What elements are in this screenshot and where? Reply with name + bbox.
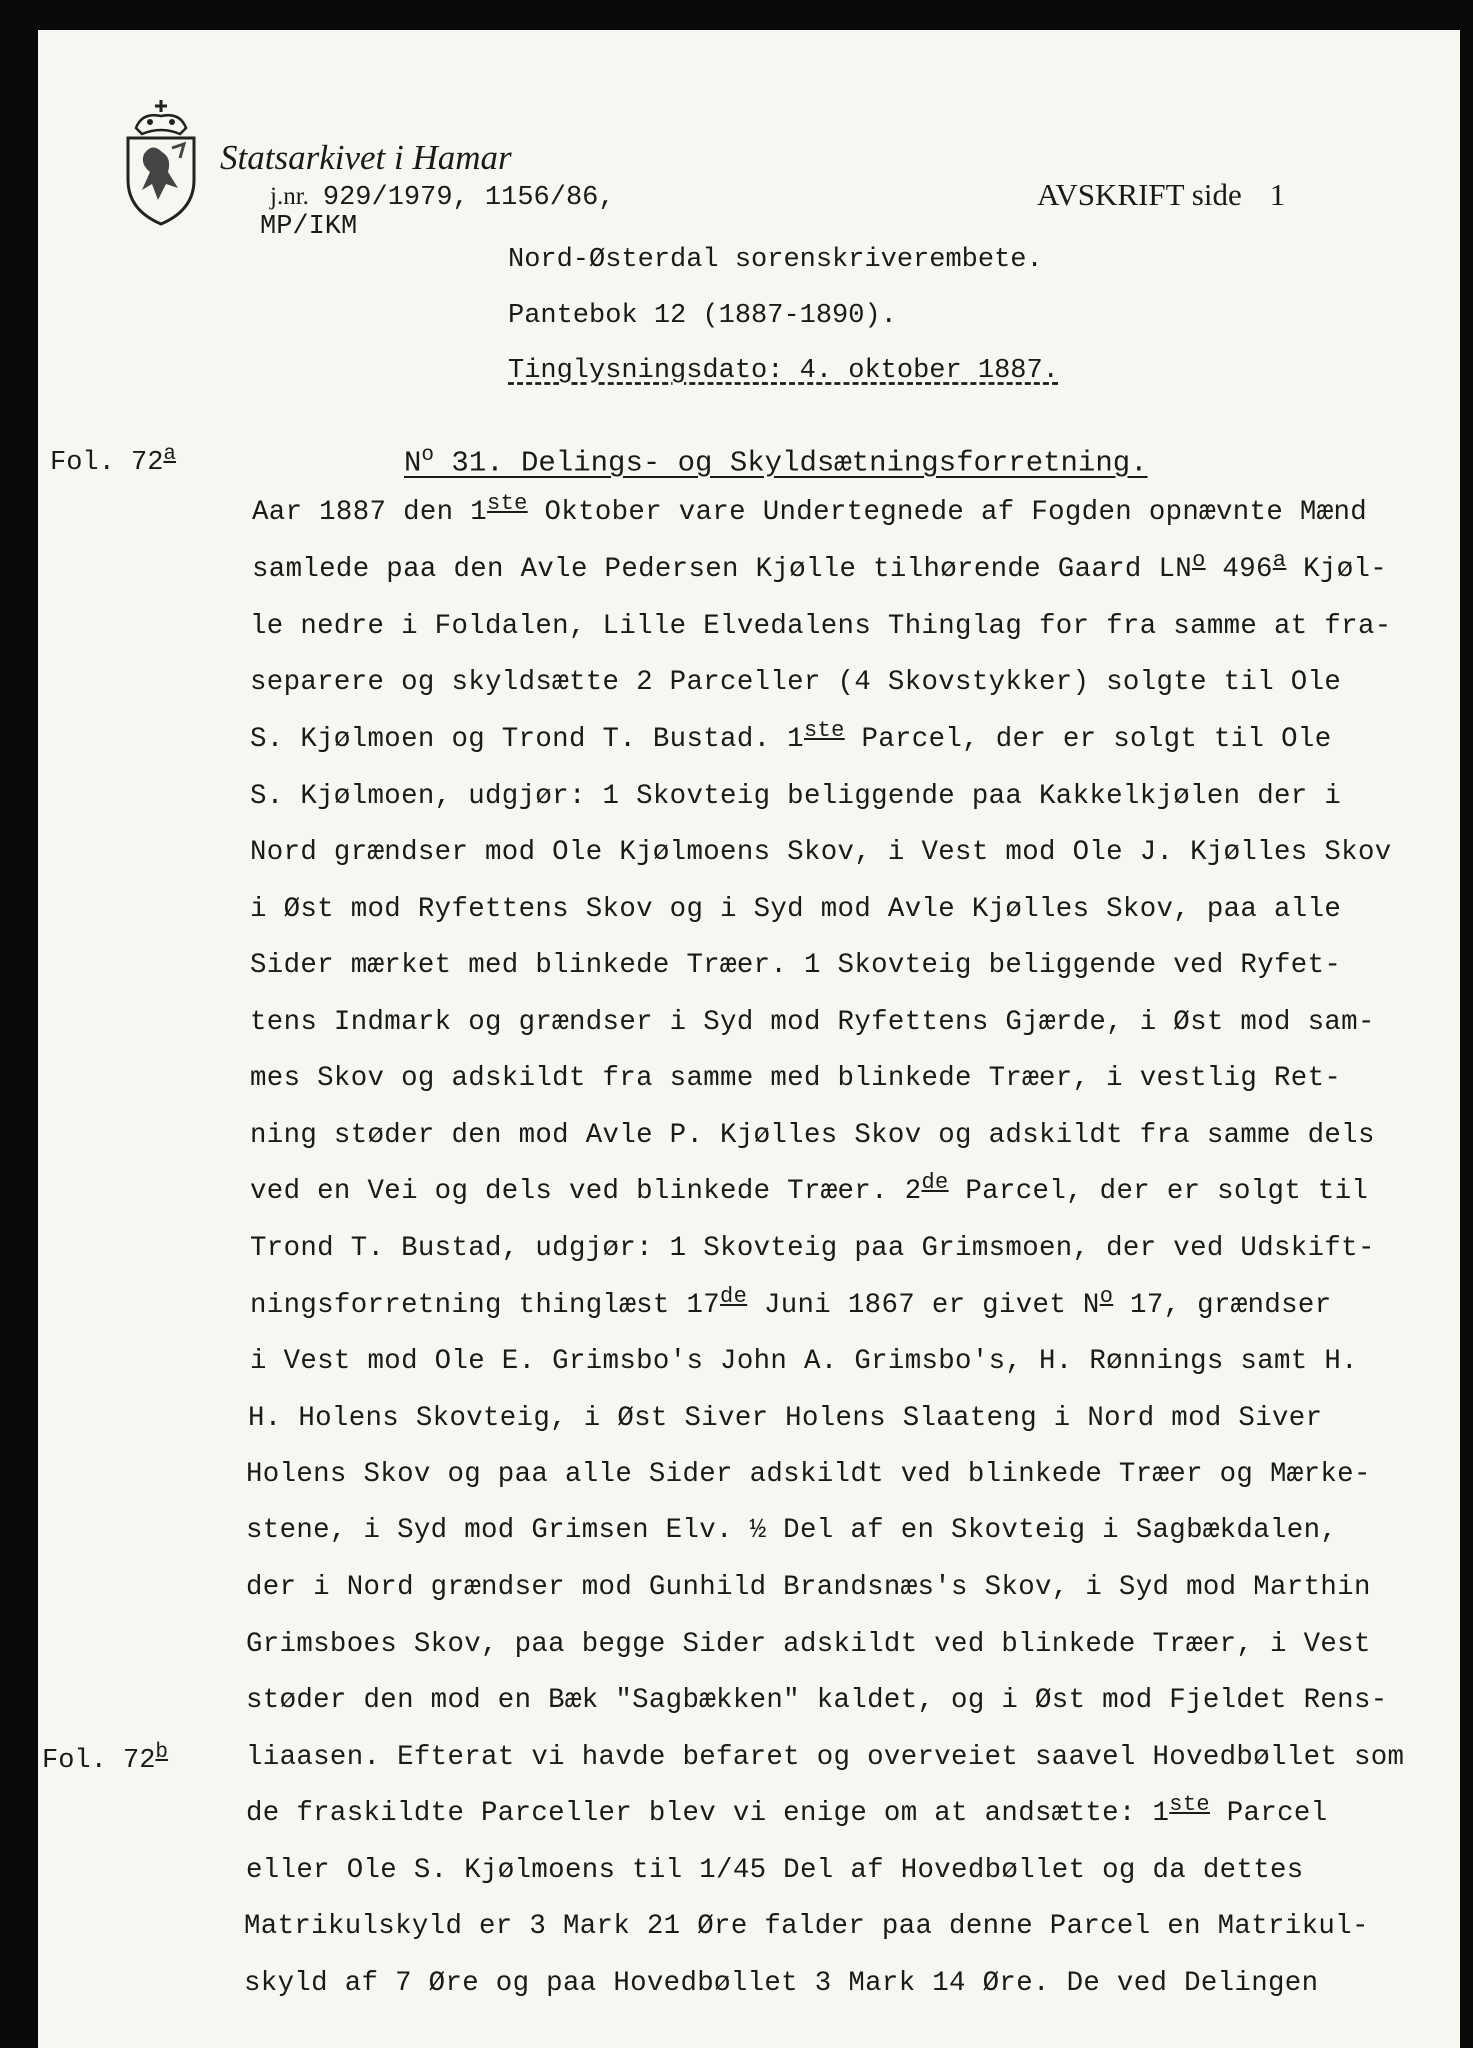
line-text: ved en Vei og dels ved blinkede Træer. 2 [250,1176,922,1207]
line-text: Matrikulskyld er 3 Mark 21 Øre falder paa denne Parcel en Matrikul- [244,1911,1369,1942]
line-text: i Vest mod Ole E. Grimsbo's John A. Grimsbo's, H. Rønnings samt H. [250,1346,1358,1377]
body-line [246,1855,1304,1886]
line-text: Holens Skov og paa alle Sider adskildt ved blinkede Træer og Mærke- [246,1459,1371,1490]
superscript: ste [487,490,528,516]
line-text: le nedre i Foldalen, Lille Elvedalens Thinglag for fra samme at fra- [250,611,1392,642]
signature: MP/IKM [260,212,358,242]
journal-numbers [270,183,615,213]
body-line [250,717,1332,755]
line-text: Aar 1887 den 1 [252,497,488,528]
line-text: Juni 1867 er givet N [747,1290,1100,1321]
body-line [244,1968,1318,1999]
line-text: Parcel, der er solgt til [948,1176,1369,1207]
body-line [252,547,1388,585]
line-text: i Øst mod Ryfettens Skov og i Syd mod Avle Kjølles Skov, paa alle [250,894,1342,925]
body-line [250,894,1341,925]
superscript: de [921,1169,949,1195]
superscript: a [1272,547,1287,573]
line-text: S. Kjølmoen, udgjør: 1 Skovteig beliggende paa Kakkelkjølen der i [250,781,1342,812]
body-line [244,1911,1369,1942]
body-line [250,781,1341,812]
body-line [246,1572,1371,1603]
line-text: Trond T. Bustad, udgjør: 1 Skovteig paa Grimsmoen, der ved Udskift- [250,1233,1375,1264]
page-number: 1 [1269,177,1286,212]
body-line [250,1169,1369,1207]
folio-a: Fol. 72$^a$ [50,443,177,478]
body-line [250,837,1392,868]
entry-title: $N^o$ 31. Delings- og Skyldsætningsforretning. [404,444,1148,480]
line-text: Kjøl- [1286,554,1388,585]
line-text: de fraskildte Parceller blev vi enige om at andsætte: 1 [246,1798,1170,1829]
body-line [250,1233,1375,1264]
superscript: o [1192,547,1206,573]
line-text: støder den mod en Bæk "Sagbækken" kaldet, og i Øst mod Fjeldet Rens- [246,1685,1388,1716]
superscript: de [720,1283,748,1309]
line-text: separere og skyldsætte 2 Parceller (4 Skovstykker) solgte til Ole [250,667,1342,698]
line-text: Nord grændser mod Ole Kjølmoens Skov, i Vest mod Ole J. Kjølles Skov [250,837,1392,868]
line-text: Sider mærket med blinkede Træer. 1 Skovteig beliggende ved Ryfet- [250,950,1342,981]
body-line [250,1063,1341,1094]
line-text: 17, grændser [1113,1290,1332,1321]
superscript: ste [1169,1791,1210,1817]
line-text: tens Indmark og grændser i Syd mod Ryfettens Gjærde, i Øst mod sam- [250,1007,1375,1038]
line-text: ning støder den mod Avle P. Kjølles Skov og adskildt fra samme dels [250,1120,1375,1151]
body-line [250,1346,1358,1377]
line-text: ningsforretning thinglæst 17 [250,1290,721,1321]
body-line [250,611,1392,642]
line-text: stene, i Syd mod Grimsen Elv. ½ Del af en Skovteig i Sagbækdalen, [246,1515,1338,1546]
body-line [246,1742,1404,1773]
superscript: ste [803,717,845,743]
court-heading: Nord-Østerdal sorenskriverembete. [508,245,1043,275]
line-text: Oktober vare Undertegnede af Fogden opnævnte Mænd [527,497,1368,528]
body-line [250,950,1341,981]
line-text: Parcel [1209,1798,1328,1829]
body-line [246,1459,1371,1490]
line-text: mes Skov og adskildt fra samme med blinkede Træer, i vestlig Ret- [250,1063,1342,1094]
body-line [250,1283,1332,1321]
line-text: skyld af 7 Øre og paa Hovedbøllet 3 Mark 14 Øre. De ved Delingen [244,1968,1319,1999]
archive-name: Statsarkivet i Hamar [220,138,512,177]
body-line [252,490,1368,528]
line-text: 496 [1205,554,1273,585]
body-line [246,1515,1337,1546]
body-line [250,1007,1375,1038]
document-type [1037,177,1285,213]
line-text: liaasen. Efterat vi havde befaret og overveiet saavel Hovedbøllet som [246,1742,1405,1773]
line-text: S. Kjølmoen og Trond T. Bustad. 1 [250,724,804,755]
body-line [250,1120,1375,1151]
line-text: samlede paa den Avle Pedersen Kjølle tilhørende Gaard LN [252,554,1193,585]
body-line [246,1629,1371,1660]
body-line [246,1685,1388,1716]
line-text: Grimsboes Skov, paa begge Sider adskildt ved blinkede Træer, i Vest [246,1629,1371,1660]
line-text: Parcel, der er solgt til Ole [844,724,1332,755]
registration-date: Tinglysningsdato: 4. oktober 1887. [508,356,1059,386]
superscript: o [1099,1283,1114,1309]
book-heading: Pantebok 12 (1887-1890). [508,301,897,331]
coat-of-arms-icon [122,98,200,228]
document-type-label: AVSKRIFT side [1037,177,1242,212]
body-line [246,1791,1328,1829]
body-line [250,667,1341,698]
line-text: der i Nord grændser mod Gunhild Brandsnæs's Skov, i Syd mod Marthin [246,1572,1371,1603]
journal-numbers-value: 929/1979, 1156/86, [322,183,615,213]
journal-label: j.nr. [270,183,309,210]
folio-b: Fol. 72$^b$ [42,1741,169,1776]
line-text: H. Holens Skovteig, i Øst Siver Holens Slaateng i Nord mod Siver [248,1403,1323,1434]
line-text: eller Ole S. Kjølmoens til 1/45 Del af Hovedbøllet og da dettes [246,1855,1304,1886]
body-line [248,1403,1322,1434]
